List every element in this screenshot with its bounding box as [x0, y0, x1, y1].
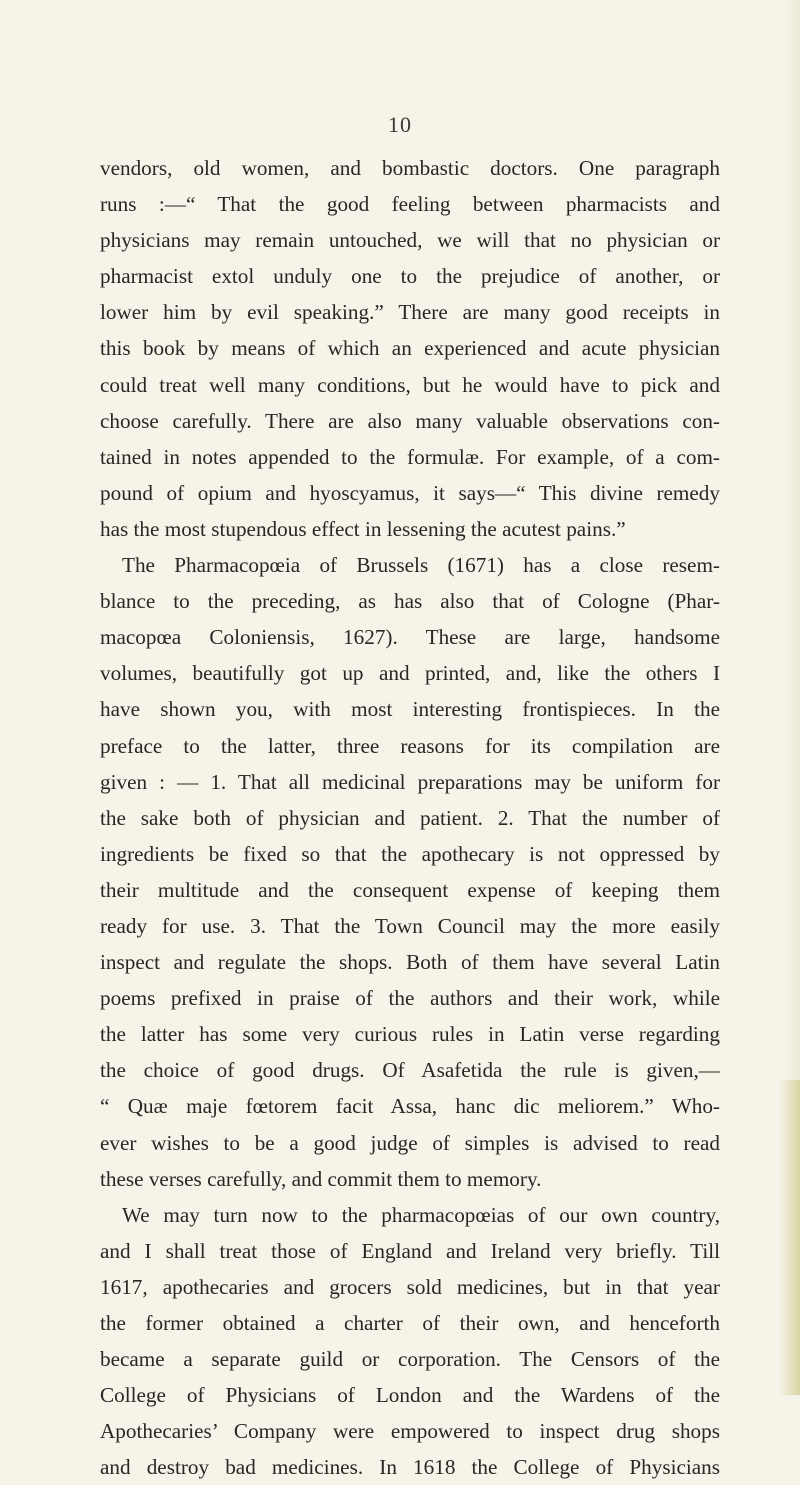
text-line: the latter has some very curious rules in Latin verse regarding: [100, 1022, 720, 1047]
text-line: blance to the preceding, as has also that of Cologne (Phar-: [100, 589, 720, 614]
text-line: physicians may remain untouched, we will that no physician or: [100, 228, 720, 253]
text-line: “ Quæ maje fœtorem facit Assa, hanc dic meliorem.” Who-: [100, 1094, 720, 1119]
text-line: given : — 1. That all medicinal preparations may be uniform for: [100, 769, 720, 794]
text-line: We may turn now to the pharmacopœias of our own country,: [122, 1202, 720, 1227]
text-line: became a separate guild or corporation. The Censors of the: [100, 1347, 720, 1372]
text-line: the choice of good drugs. Of Asafetida the rule is given,—: [100, 1058, 720, 1083]
text-line: tained in notes appended to the formulæ. For example, of a com-: [100, 444, 720, 469]
text-line: have shown you, with most interesting frontispieces. In the: [100, 697, 720, 722]
page-edge-stain: [778, 1080, 800, 1395]
text-line: Apothecaries’ Company were empowered to inspect drug shops: [100, 1419, 720, 1444]
text-line: could treat well many conditions, but he would have to pick and: [100, 372, 720, 397]
text-line: and I shall treat those of England and Ireland very briefly. Till: [100, 1238, 720, 1263]
text-line: the sake both of physician and patient. 2. That the number of: [100, 805, 720, 830]
text-line: pharmacist extol unduly one to the prejudice of another, or: [100, 264, 720, 289]
text-line: has the most stupendous effect in lessening the acutest pains.”: [100, 516, 626, 541]
text-line: 1617, apothecaries and grocers sold medicines, but in that year: [100, 1274, 720, 1299]
text-line: their multitude and the consequent expense of keeping them: [100, 877, 720, 902]
text-line: College of Physicians of London and the Wardens of the: [100, 1383, 720, 1408]
text-line: choose carefully. There are also many valuable observations con-: [100, 408, 720, 433]
text-line: these verses carefully, and commit them to memory.: [100, 1166, 542, 1191]
text-line: poems prefixed in praise of the authors and their work, while: [100, 986, 720, 1011]
text-line: volumes, beautifully got up and printed, and, like the others I: [100, 661, 720, 686]
text-line: ingredients be fixed so that the apothecary is not oppressed by: [100, 841, 720, 866]
text-line: lower him by evil speaking.” There are many good receipts in: [100, 300, 720, 325]
page-number: 10: [388, 112, 412, 137]
text-line: macopœa Coloniensis, 1627). These are large, handsome: [100, 625, 720, 650]
text-line: preface to the latter, three reasons for its compilation are: [100, 733, 720, 758]
text-line: The Pharmacopœia of Brussels (1671) has a close resem-: [122, 553, 720, 578]
body-text: [100, 150, 720, 1485]
text-line: pound of opium and hyoscyamus, it says—“ This divine remedy: [100, 480, 720, 505]
text-line: ever wishes to be a good judge of simples is advised to read: [100, 1130, 720, 1155]
text-line: vendors, old women, and bombastic doctors. One paragraph: [100, 156, 720, 180]
text-line: this book by means of which an experienced and acute physician: [100, 336, 720, 361]
text-line: ready for use. 3. That the Town Council may the more easily: [100, 913, 720, 938]
text-line: the former obtained a charter of their own, and henceforth: [100, 1311, 720, 1335]
text-line: runs :—“ That the good feeling between pharmacists and: [100, 192, 720, 217]
text-line: inspect and regulate the shops. Both of them have several Latin: [100, 950, 720, 975]
text-line: and destroy bad medicines. In 1618 the College of Physicians: [100, 1455, 720, 1480]
